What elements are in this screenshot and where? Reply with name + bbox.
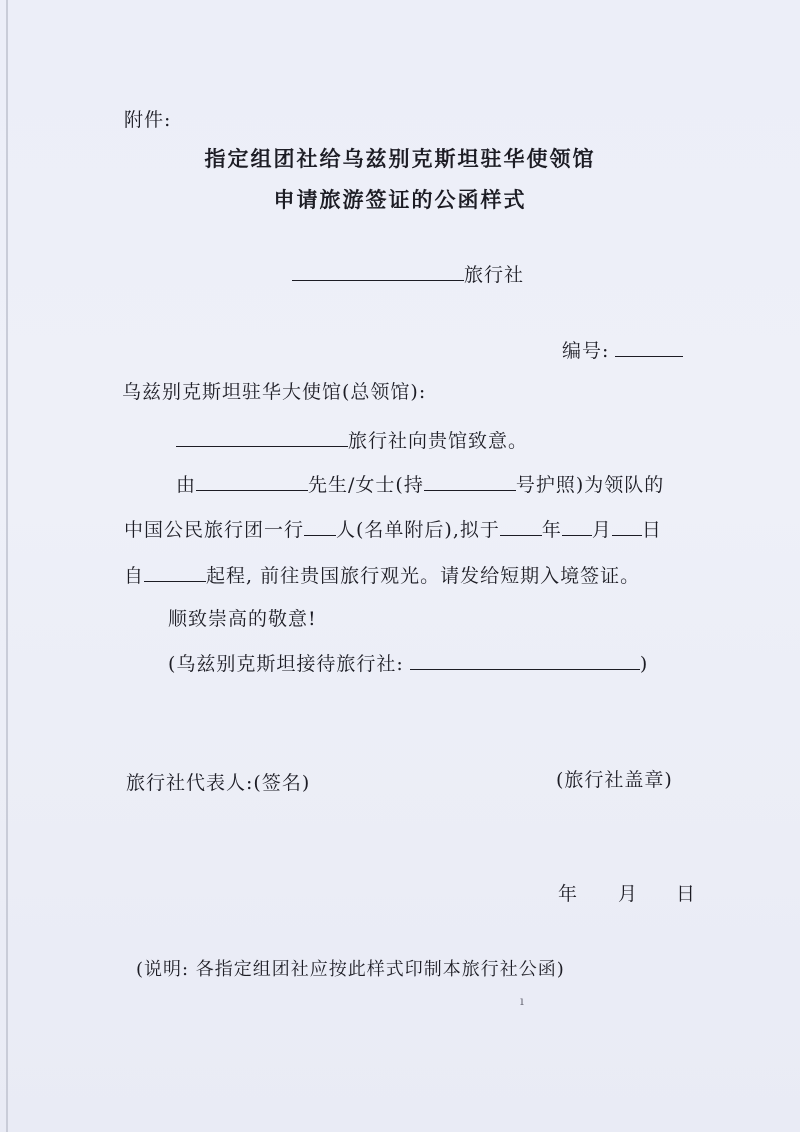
body-line-1 [176,472,664,497]
body-line-3 [124,563,640,588]
greeting-suffix: 旅行社向贵馆致意。 [348,430,529,452]
receiving-agency-blank [410,651,640,670]
persons-count-blank [304,517,336,536]
leader-name-blank [196,472,308,491]
passport-number-blank [424,472,516,491]
body-month: 月 [591,519,612,541]
agency-suffix: 旅行社 [464,264,525,286]
body-year: 年 [541,519,562,541]
serial-blank [615,338,683,357]
note: (说明: 各指定组团社应按此样式印制本旅行社公函) [136,959,565,980]
depart-month-blank [562,517,592,536]
addressee: 乌兹别克斯坦驻华大使馆(总领馆): [122,381,427,403]
representative-signature: 旅行社代表人:(签名) [126,772,311,794]
serial-label: 编号: [562,340,610,362]
body-line-2 [124,517,662,542]
body-depart-trip: 起程, 前往贵国旅行观光。请发给短期入境签证。 [206,565,641,587]
body-by: 由 [176,474,197,496]
body-from: 自 [124,565,145,587]
attachment-label: 附件: [124,109,172,131]
agency-seal: (旅行社盖章) [556,769,673,791]
title-line-1: 指定组团社给乌兹别克斯坦驻华使领馆 [204,146,596,171]
date-year: 年 [558,883,579,905]
body-day: 日 [641,519,662,541]
body-persons-quota: 人(名单附后),拟于 [336,519,500,541]
serial-number-line [562,338,683,363]
sender-agency-blank [176,428,348,447]
departure-place-blank [144,563,206,582]
title-line-2: 申请旅游签证的公函样式 [273,187,527,212]
date-day: 日 [676,883,697,905]
scan-speck: ı [520,994,524,1008]
depart-day-blank [612,517,642,536]
date-month: 月 [618,883,639,905]
depart-year-blank [500,517,542,536]
receiving-agency-suffix: ) [639,653,649,675]
body-mr-ms: 先生/女士(持 [308,474,424,496]
closing: 顺致崇高的敬意! [168,608,317,630]
agency-name-line [292,262,524,287]
receiving-agency-line [168,651,648,676]
receiving-agency-prefix: (乌兹别克斯坦接待旅行社: [168,653,404,675]
agency-name-blank [292,262,464,281]
greeting-line [176,428,528,453]
body-group-prefix: 中国公民旅行团一行 [124,519,305,541]
body-passport-leader: 号护照)为领队的 [515,474,665,496]
